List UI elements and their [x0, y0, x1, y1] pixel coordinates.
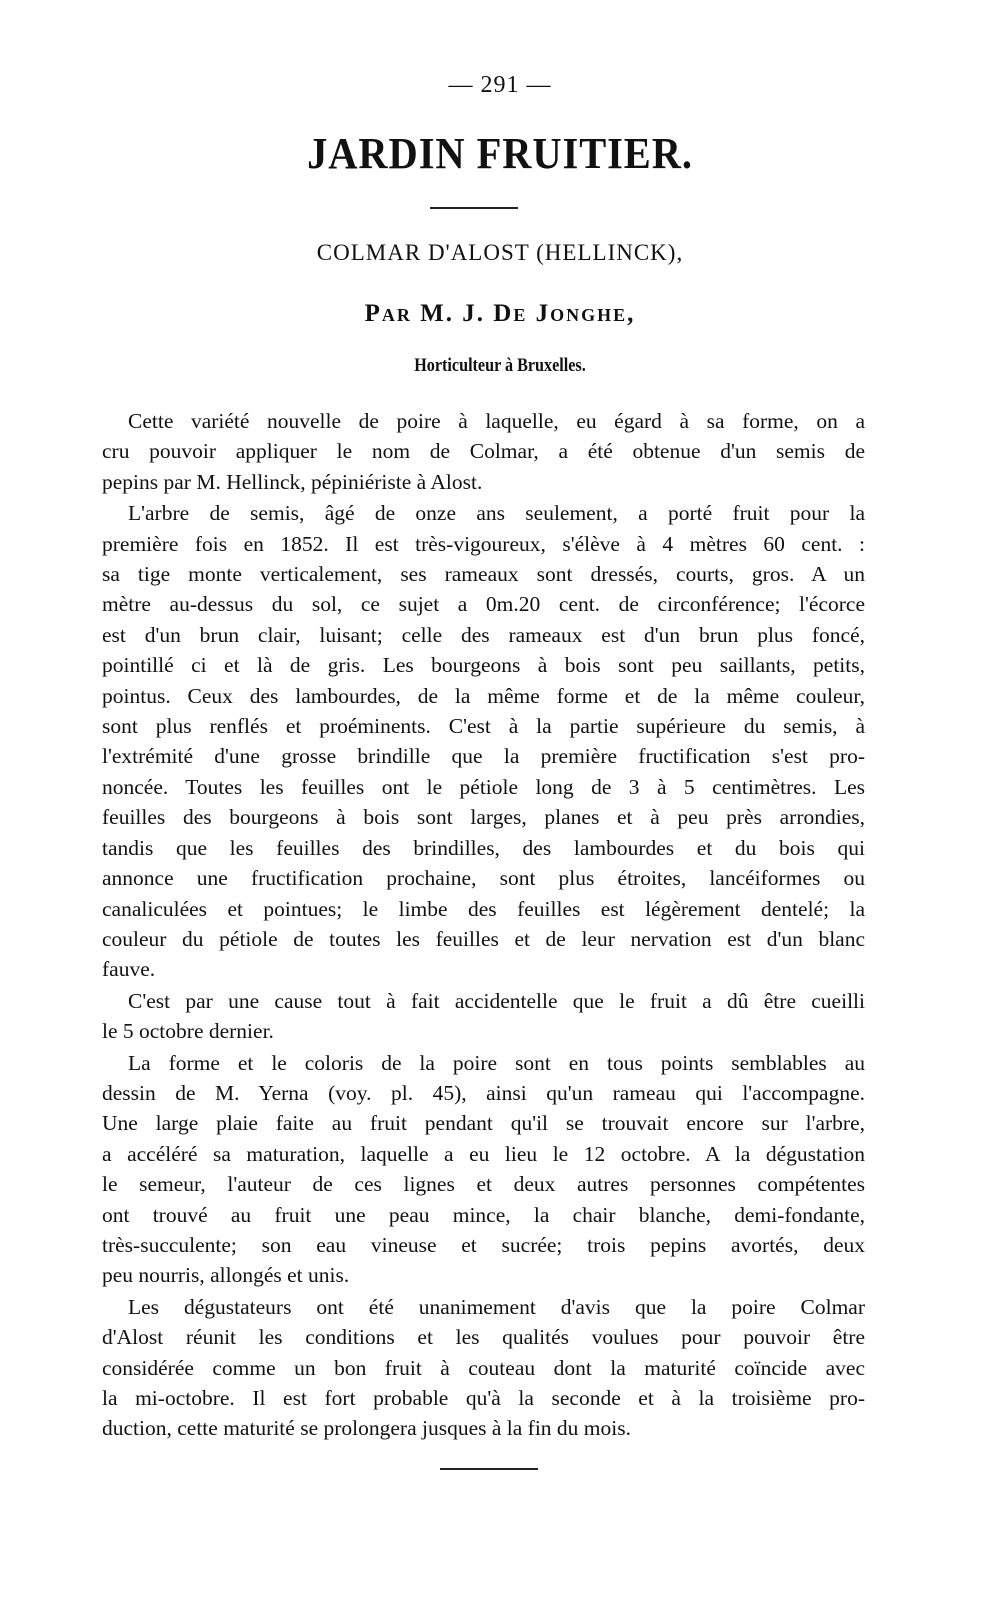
text-line: pointillé ci et là de gris. Les bourgeons à bois sont peu saillants, petits,: [102, 653, 865, 678]
text-line: L'arbre de semis, âgé de onze ans seulement, a porté fruit pour la: [128, 501, 865, 526]
text-line: a accéléré sa maturation, laquelle a eu lieu le 12 octobre. A la dégustation: [102, 1141, 865, 1166]
text-line: pointus. Ceux des lambourdes, de la même forme et de la même couleur,: [102, 683, 865, 708]
text-line: Cette variété nouvelle de poire à laquelle, eu égard à sa forme, on a: [128, 409, 865, 433]
article-author: Par M. J. De Jonghe,: [364, 300, 636, 327]
text-line: sa tige monte verticalement, ses rameaux sont dressés, courts, gros. A un: [102, 562, 865, 587]
text-line: Une large plaie faite au fruit pendant qu'il se trouvait encore sur l'arbre,: [102, 1111, 865, 1136]
text-line: dessin de M. Yerna (voy. pl. 45), ainsi qu'un rameau qui l'accompagne.: [102, 1080, 865, 1105]
paragraph: [102, 986, 865, 1047]
text-line: l'extrémité d'une grosse brindille que la première fructification s'est pro-: [102, 744, 865, 769]
text-line: très-succulente; son eau vineuse et sucrée; trois pepins avortés, deux: [102, 1232, 865, 1257]
text-line: C'est par une cause tout à fait accidentelle que le fruit a dû être cueilli: [128, 988, 865, 1013]
text-line: sont plus renflés et proéminents. C'est à la partie supérieure du semis, à: [102, 714, 865, 739]
text-line: couleur du pétiole de toutes les feuilles et de leur nervation est d'un blanc: [102, 926, 865, 951]
paragraph: [102, 406, 865, 497]
text-line: première fois en 1852. Il est très-vigoureux, s'élève à 4 mètres 60 cent. :: [102, 531, 865, 556]
text-line: duction, cette maturité se prolongera jusques à la fin du mois.: [102, 1416, 631, 1441]
text-line: cru pouvoir appliquer le nom de Colmar, a été obtenue d'un semis de: [102, 439, 865, 464]
text-line: mètre au-dessus du sol, ce sujet a 0m.20 cent. de circonférence; l'écorce: [102, 592, 865, 617]
text-line: La forme et le coloris de la poire sont en tous points semblables au: [128, 1050, 865, 1075]
text-line: pepins par M. Hellinck, pépiniériste à Alost.: [102, 469, 483, 494]
article-body: [102, 406, 865, 1445]
page-number: — 291 —: [448, 72, 552, 98]
text-line: le 5 octobre dernier.: [102, 1019, 274, 1044]
text-line: considérée comme un bon fruit à couteau dont la maturité coïncide avec: [102, 1355, 865, 1380]
section-title: JARDIN FRUITIER.: [307, 129, 693, 178]
paragraph: [102, 1292, 865, 1444]
paragraph: [102, 1048, 865, 1291]
text-line: noncée. Toutes les feuilles ont le pétiole long de 3 à 5 centimètres. Les: [102, 774, 865, 799]
text-line: la mi-octobre. Il est fort probable qu'à la seconde et à la troisième pro-: [102, 1386, 865, 1410]
text-line: le semeur, l'auteur de ces lignes et deux autres personnes compétentes: [102, 1172, 865, 1197]
text-line: canaliculées et pointues; le limbe des feuilles est légèrement dentelé; la: [102, 896, 865, 921]
text-line: peu nourris, allongés et unis.: [102, 1263, 350, 1288]
text-line: d'Alost réunit les conditions et les qualités voulues pour pouvoir être: [102, 1325, 865, 1350]
text-line: tandis que les feuilles des brindilles, des lambourdes et du bois qui: [102, 835, 865, 860]
end-divider: [440, 1468, 538, 1470]
text-line: est d'un brun clair, luisant; celle des rameaux est d'un brun plus foncé,: [102, 622, 865, 647]
paragraph: [102, 498, 865, 985]
author-affiliation: Horticulteur à Bruxelles.: [414, 355, 586, 376]
text-line: annonce une fructification prochaine, sont plus étroites, lancéiformes ou: [102, 866, 865, 891]
text-line: Les dégustateurs ont été unanimement d'avis que la poire Colmar: [128, 1294, 865, 1319]
text-line: fauve.: [102, 957, 156, 982]
article-title: COLMAR D'ALOST (HELLINCK),: [316, 240, 684, 265]
text-line: ont trouvé au fruit une peau mince, la chair blanche, demi-fondante,: [102, 1202, 865, 1227]
divider: [430, 207, 518, 209]
text-line: feuilles des bourgeons à bois sont larges, planes et à peu près arrondies,: [102, 805, 865, 830]
